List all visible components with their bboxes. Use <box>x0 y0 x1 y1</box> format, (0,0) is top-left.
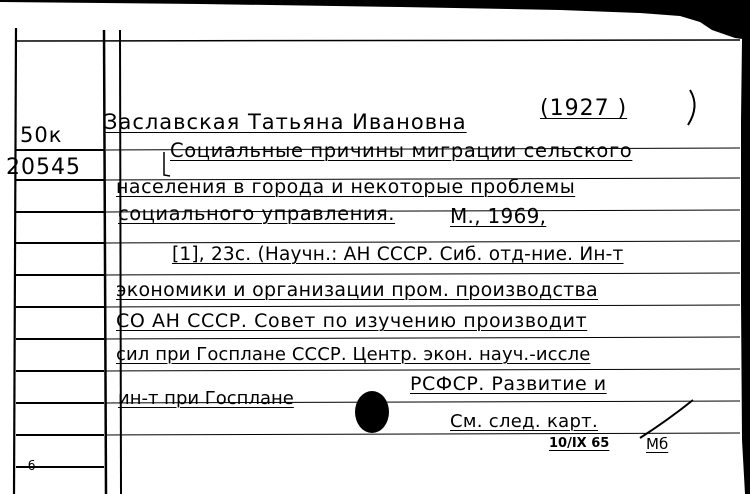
title-line-2: населения в города и некоторые проблемы <box>116 176 576 198</box>
publication-line-2: экономики и организации пром. производства <box>116 279 598 301</box>
right-edge-shadow <box>741 0 750 494</box>
see-next-card: См. след. карт. <box>450 411 598 432</box>
ruled-line <box>106 337 740 339</box>
ink-blot <box>355 391 389 433</box>
ruled-line <box>106 369 740 371</box>
date-stamp: 10/IX 65 <box>549 436 610 451</box>
check-stroke <box>640 400 693 438</box>
title-line-3: социального управления. <box>118 202 395 225</box>
author-years: (1927 ) <box>540 96 628 121</box>
corner-mark: б <box>28 459 36 473</box>
torn-edge-shadow <box>0 0 750 40</box>
title-line-1: Социальные причины миграции сельского <box>170 139 633 162</box>
publication-line-3: СО АН СССР. Совет по изучению производит <box>116 310 588 332</box>
ruled-line <box>16 40 740 41</box>
left-margin-line <box>14 28 16 494</box>
ruled-line <box>106 273 740 275</box>
shelf-number: 20545 <box>6 155 81 180</box>
indent-line <box>120 30 121 494</box>
shelf-code: 50к <box>20 123 63 147</box>
shelf-column-line <box>104 30 106 494</box>
cataloger-initials: Мб <box>646 435 669 453</box>
ruled-line <box>106 305 740 307</box>
author-name: Заславская Татьяна Ивановна <box>104 110 467 134</box>
publication-line-4: сил при Госплане СССР. Центр. экон. науч.-иссле <box>116 344 591 365</box>
closing-paren <box>688 90 695 125</box>
publication-line-5a: ин-т при Госплане <box>118 388 294 409</box>
publication-line-5b: РСФСР. Развитие и <box>410 373 607 395</box>
publication-line-1: [1], 23с. (Научн.: АН СССР. Сиб. отд-ние. Ин-т <box>172 244 624 265</box>
ruled-line <box>106 241 740 243</box>
place-year: М., 1969, <box>450 204 547 228</box>
